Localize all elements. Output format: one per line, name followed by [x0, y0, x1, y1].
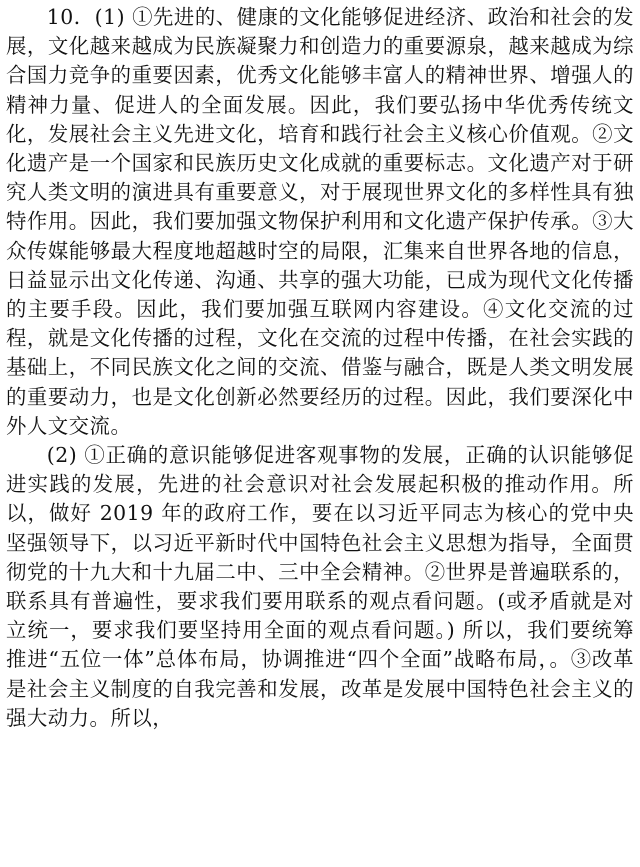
answer-paragraph-1: 10．(1) ①先进的、健康的文化能够促进经济、政治和社会的发展，文化越来越成为民族凝聚力和创造力的重要源泉，越来越成为综合国力竞争的重要因素，优秀文化能够丰富人的精神世界、增强人的精神力量、促进人的全面发展。因此，我们要弘扬中华优秀传统文化，发展社会主义先进文化，培育和践行社会主义核心价值观。②文化遗产是一个国家和民族历史文化成就的重要标志。文化遗产对于研究人类文明的演进具有重要意义，对于展现世界文化的多样性具有独特作用。因此，我们要加强文物保护利用和文化遗产保护传承。③大众传媒能够最大程度地超越时空的局限，汇集来自世界各地的信息，日益显示出文化传递、沟通、共享的强大功能，已成为现代文化传播的主要手段。因此，我们要加强互联网内容建设。④文化交流的过程，就是文化传播的过程，文化在交流的过程中传播，在社会实践的基础上，不同民族文化之间的交流、借鉴与融合，既是人类文明发展的重要动力，也是文化创新必然要经历的过程。因此，我们要深化中外人文交流。 [6, 5, 634, 438]
answer-paragraph-2: (2) ①正确的意识能够促进客观事物的发展，正确的认识能够促进实践的发展，先进的社会意识对社会发展起积极的推动作用。所以，做好 2019 年的政府工作，要在以习近平同志为核心的党中央坚强领导下，以习近平新时代中国特色社会主义思想为指导，全面贯彻党的十九大和十九届二中、三中全会精神。②世界是普遍联系的，联系具有普遍性，要求我们要用联系的观点看问题。(或矛盾就是对立统一，要求我们要坚持用全面的观点看问题。) 所以，我们要统筹推进“五位一体”总体布局，协调推进“四个全面”战略布局，。③改革是社会主义制度的自我完善和发展，改革是发展中国特色社会主义的强大动力。所以， [6, 443, 634, 730]
